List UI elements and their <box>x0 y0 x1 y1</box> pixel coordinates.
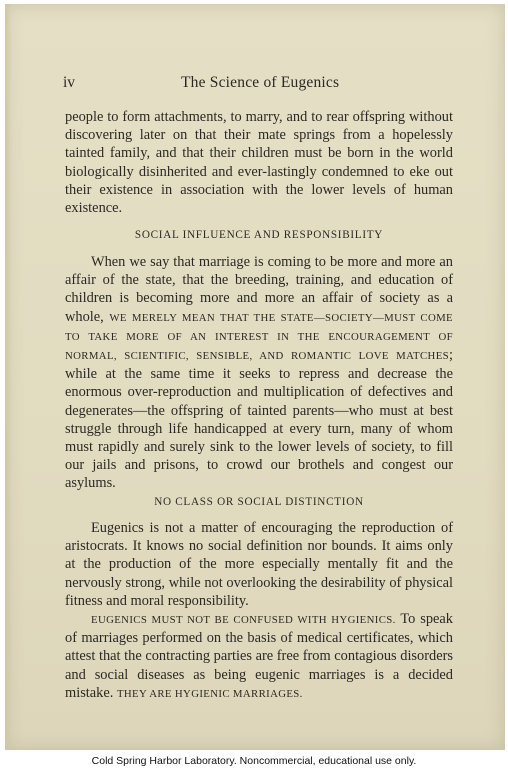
paragraph-text: When we say that marriage is coming to be more and more an affair of the state, that the breeding, training, and education of children is becoming more and more an affair of society as a whole, <box>65 254 453 325</box>
section-heading: SOCIAL INFLUENCE AND RESPONSIBILITY <box>134 229 384 241</box>
book-title: The Science of Eugenics <box>181 74 340 91</box>
small-caps-text: EUGENICS MUST NOT BE CONFUSED WITH HYGIENICS. <box>91 614 396 627</box>
section-heading: NO CLASS OR SOCIAL DISTINCTION <box>154 496 364 508</box>
small-caps-text: WE MERELY MEAN THAT THE STATE—SOCIETY—MUST COME TO TAKE MORE OF AN INTEREST IN THE ENCOURAGEMENT OF NORMAL, SCIENTIFIC, SENSIBLE, AND ROMANTIC LOVE MATCHES <box>65 311 453 363</box>
section-body <box>65 519 453 703</box>
paragraph <box>65 610 453 703</box>
running-head <box>63 74 463 94</box>
small-caps-text: THEY ARE HYGIENIC MARRIAGES. <box>116 687 303 700</box>
paragraph: Eugenics is not a matter of encouraging the reproduction of aristocrats. It knows no social definition nor bounds. It aims only at the production of the more especially mentally fit and the nervously strong, while not overlooking the desirability of physical fitness and moral responsibility. <box>65 520 453 609</box>
copyright-footer: Cold Spring Harbor Laboratory. Noncommercial, educational use only. <box>91 755 417 767</box>
paragraph-text: people to form attachments, to marry, and to rear offspring without discovering later on that their mate springs from a hopelessly tainted family, and that their children must be born in the world biologically disinherited and ever-lastingly condemned to eke out their existence in association with the lower levels of human existence. <box>65 109 453 217</box>
continued-paragraph <box>65 108 453 217</box>
paragraph <box>65 253 453 493</box>
paragraph-text: ; while at the same time it seeks to repress and decrease the enormous over-reproduction and multiplication of defectives and degenerates—the offspring of tainted parents—who must at best struggle through life handicapped at every turn, many of whom must rapidly and surely sink to the lower levels of society, to fill our jails and prisons, to crowd our brothels and congest our asylums. <box>65 347 453 492</box>
page-edge-shadow <box>5 4 11 750</box>
book-page <box>5 4 505 750</box>
section-body <box>65 253 453 493</box>
page-number: iv <box>63 74 76 91</box>
paragraph-text: To speak of marriages performed on the basis of medical certificates, which attest that the contracting parties are free from contagious disorders and social diseases as being eugenic marriages is a decided mistake. <box>65 611 454 701</box>
